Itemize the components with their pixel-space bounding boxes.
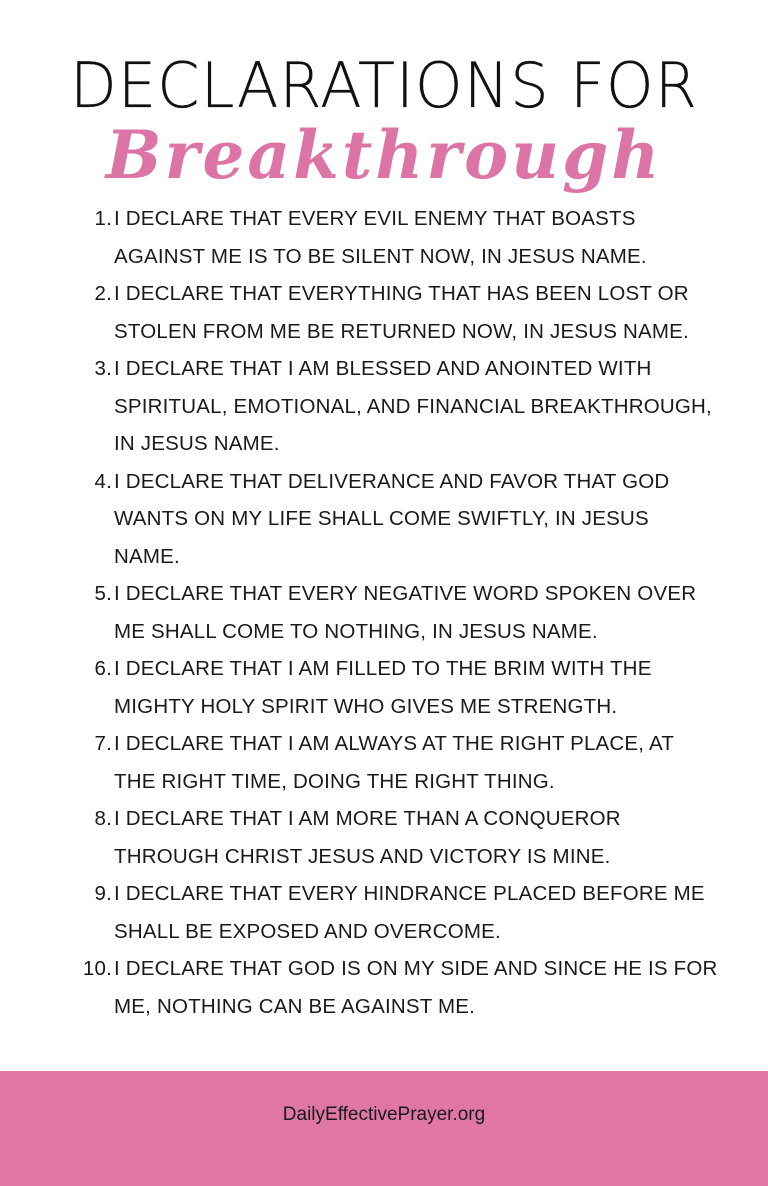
page-title: DECLARATIONS FOR <box>70 49 698 122</box>
item-text: I DECLARE THAT EVERY NEGATIVE WORD SPOKEN OVER ME SHALL COME TO NOTHING, IN JESUS NAME. <box>114 582 697 643</box>
list-item <box>78 950 718 1025</box>
item-number: 8. <box>94 807 112 830</box>
list-item <box>78 800 718 875</box>
item-number: 9. <box>94 882 112 905</box>
item-number: 1. <box>94 207 112 230</box>
footer-site-link[interactable]: DailyEffectivePrayer.org <box>282 1104 486 1125</box>
item-number: 7. <box>94 732 112 755</box>
item-number: 10. <box>82 957 112 980</box>
item-text: I DECLARE THAT I AM ALWAYS AT THE RIGHT PLACE, AT THE RIGHT TIME, DOING THE RIGHT THING. <box>114 732 674 793</box>
item-text: I DECLARE THAT I AM BLESSED AND ANOINTED WITH SPIRITUAL, EMOTIONAL, AND FINANCIAL BREAKTHROUGH, IN JESUS NAME. <box>114 357 712 455</box>
item-text: I DECLARE THAT I AM FILLED TO THE BRIM WITH THE MIGHTY HOLY SPIRIT WHO GIVES ME STRENGTH. <box>114 657 652 718</box>
item-number: 2. <box>94 282 112 305</box>
list-item <box>78 875 718 950</box>
list-item <box>78 463 718 576</box>
item-text: I DECLARE THAT GOD IS ON MY SIDE AND SINCE HE IS FOR ME, NOTHING CAN BE AGAINST ME. <box>114 957 718 1018</box>
item-text: I DECLARE THAT EVERYTHING THAT HAS BEEN LOST OR STOLEN FROM ME BE RETURNED NOW, IN JESUS NAME. <box>114 282 689 343</box>
item-number: 3. <box>94 357 112 380</box>
list-item <box>78 725 718 800</box>
item-text: I DECLARE THAT DELIVERANCE AND FAVOR THAT GOD WANTS ON MY LIFE SHALL COME SWIFTLY, IN JESUS NAME. <box>114 469 670 568</box>
list-item <box>78 200 718 275</box>
item-text: I DECLARE THAT EVERY HINDRANCE PLACED BEFORE ME SHALL BE EXPOSED AND OVERCOME. <box>114 882 705 943</box>
page-subtitle: Breakthrough <box>105 116 663 194</box>
item-text: I DECLARE THAT I AM MORE THAN A CONQUEROR THROUGH CHRIST JESUS AND VICTORY IS MINE. <box>114 807 621 868</box>
item-number: 6. <box>94 657 112 680</box>
list-item <box>78 650 718 725</box>
item-number: 4. <box>94 469 112 493</box>
list-item <box>78 575 718 650</box>
item-number: 5. <box>94 582 112 605</box>
list-item <box>78 350 718 463</box>
item-text: I DECLARE THAT EVERY EVIL ENEMY THAT BOASTS AGAINST ME IS TO BE SILENT NOW, IN JESUS NAME. <box>114 207 647 268</box>
footer-banner <box>0 1071 768 1186</box>
list-item <box>78 275 718 350</box>
declarations-list <box>78 200 718 1025</box>
